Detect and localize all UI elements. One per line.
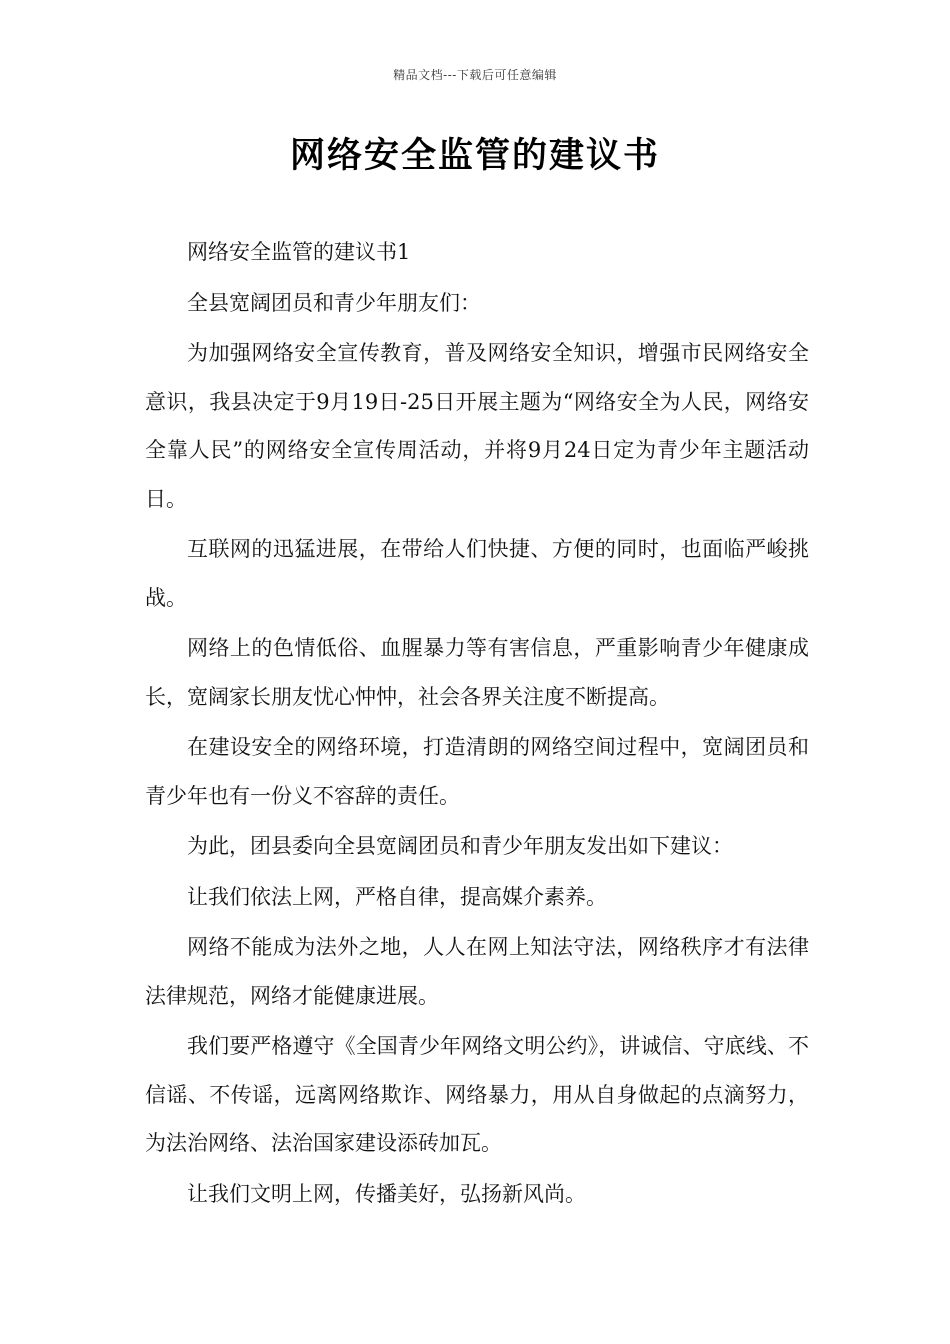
document-body bbox=[145, 228, 809, 1220]
paragraph: 为加强网络安全宣传教育，普及网络安全知识，增强市民网络安全意识，我县决定于9月19日-25日开展主题为“网络安全为人民，网络安全靠人民”的网络安全宣传周活动，并将9月24日定为青少年主题活动日。 bbox=[145, 341, 809, 511]
header-note: 精品文档---下载后可任意编辑 bbox=[393, 68, 557, 82]
paragraph: 为此，团县委向全县宽阔团员和青少年朋友发出如下建议： bbox=[187, 834, 733, 858]
paragraph: 网络不能成为法外之地，人人在网上知法守法，网络秩序才有法律法律规范，网络才能健康进展。 bbox=[145, 935, 809, 1008]
paragraph: 我们要严格遵守《全国青少年网络文明公约》，讲诚信、守底线、不信谣、不传谣，远离网络欺诈、网络暴力，用从自身做起的点滴努力，为法治网络、法治国家建设添砖加瓦。 bbox=[145, 1034, 809, 1155]
paragraph: 互联网的迅猛进展，在带给人们快捷、方便的同时，也面临严峻挑战。 bbox=[145, 537, 809, 610]
paragraph: 网络上的色情低俗、血腥暴力等有害信息，严重影响青少年健康成长，宽阔家长朋友忧心忡忡，社会各界关注度不断提高。 bbox=[145, 636, 809, 709]
paragraph-subtitle: 网络安全监管的建议书1 bbox=[187, 240, 411, 264]
document-title: 网络安全监管的建议书 bbox=[289, 136, 660, 176]
paragraph: 在建设安全的网络环境，打造清朗的网络空间过程中，宽阔团员和青少年也有一份义不容辞的责任。 bbox=[145, 735, 809, 808]
paragraph-salutation: 全县宽阔团员和青少年朋友们： bbox=[187, 290, 481, 315]
paragraph: 让我们依法上网，严格自律，提高媒介素养。 bbox=[187, 884, 607, 909]
paragraph: 让我们文明上网，传播美好，弘扬新风尚。 bbox=[187, 1181, 586, 1206]
